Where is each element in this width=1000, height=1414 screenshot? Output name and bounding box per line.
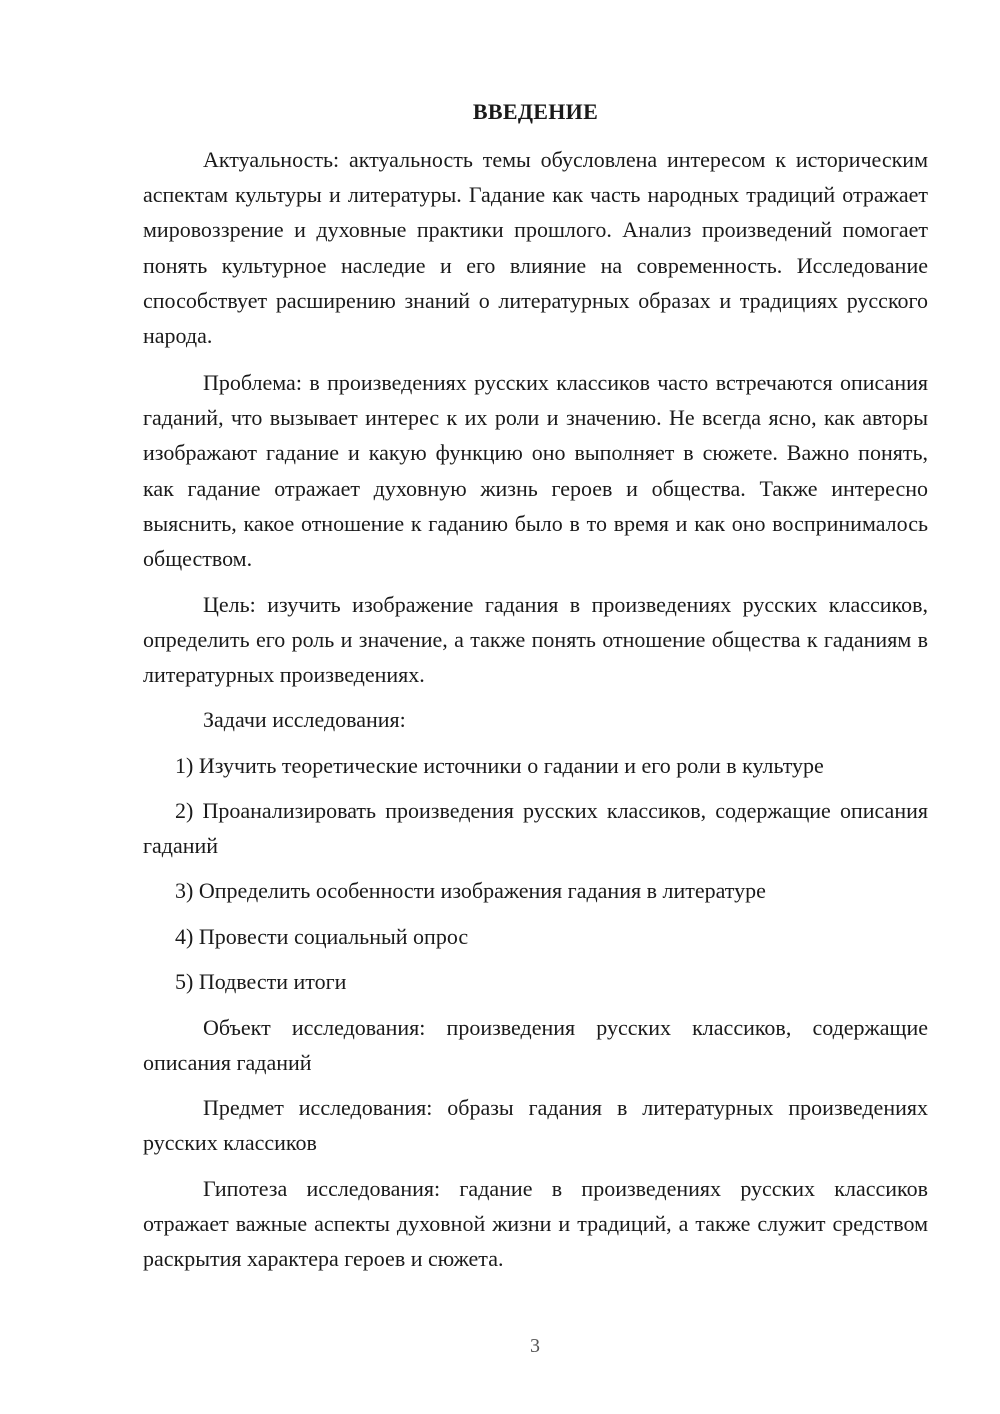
- actuality-paragraph: Актуальность: актуальность темы обусловлена интересом к историческим аспектам культуры и литературы. Гадание как часть народных традиций отражает мировоззрение и духовные практики прошлого. Анализ произведений помогает понять культурное наследие и его влияние на современность. Исследование способствует расширению знаний о литературных образах и традициях русского народа.: [143, 147, 928, 349]
- task-item-2: 2) Проанализировать произведения русских классиков, содержащие описания гаданий: [143, 798, 928, 859]
- page-number: 3: [530, 1335, 540, 1357]
- task-item-3: 3) Определить особенности изображения гадания в литературе: [175, 878, 766, 903]
- object-paragraph: Объект исследования: произведения русских классиков, содержащие описания гаданий: [143, 1015, 928, 1076]
- task-item-5: 5) Подвести итоги: [175, 969, 347, 994]
- hypothesis-paragraph: Гипотеза исследования: гадание в произведениях русских классиков отражает важные аспекты духовной жизни и традиций, а также служит средством раскрытия характера героев и сюжета.: [143, 1176, 928, 1272]
- problem-paragraph: Проблема: в произведениях русских классиков часто встречаются описания гаданий, что вызывает интерес к их роли и значению. Не всегда ясно, как авторы изображают гадание и какую функцию оно выполняет в сюжете. Важно понять, как гадание отражает духовную жизнь героев и общества. Также интересно выяснить, какое отношение к гаданию было в то время и как оно воспринималось обществом.: [143, 370, 928, 572]
- tasks-heading: Задачи исследования:: [203, 707, 406, 732]
- goal-paragraph: Цель: изучить изображение гадания в произведениях русских классиков, определить его роль и значение, а также понять отношение общества к гаданиям в литературных произведениях.: [143, 592, 928, 688]
- task-item-1: 1) Изучить теоретические источники о гадании и его роли в культуре: [175, 753, 824, 778]
- subject-paragraph: Предмет исследования: образы гадания в литературных произведениях русских классиков: [143, 1095, 928, 1156]
- task-item-4: 4) Провести социальный опрос: [175, 924, 469, 949]
- section-title: ВВЕДЕНИЕ: [472, 99, 599, 124]
